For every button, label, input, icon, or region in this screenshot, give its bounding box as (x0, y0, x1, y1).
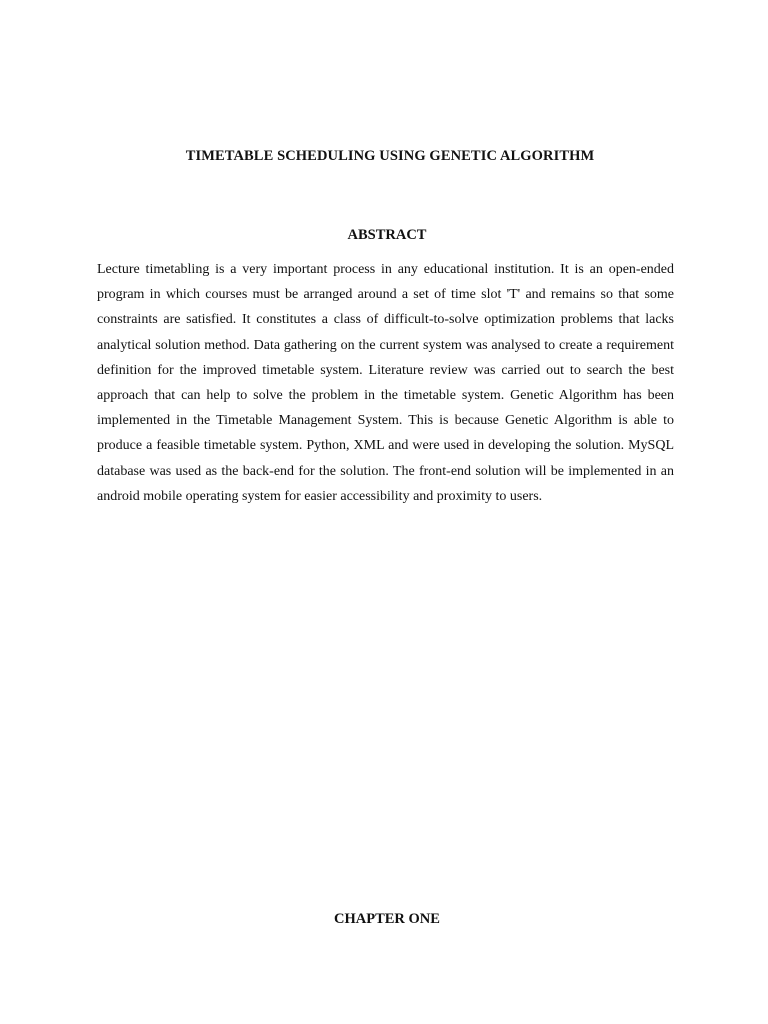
document-title: TIMETABLE SCHEDULING USING GENETIC ALGORITHM (185, 148, 595, 164)
chapter-heading: CHAPTER ONE (334, 911, 440, 927)
abstract-body: Lecture timetabling is a very important process in any educational institution. It is an open-ended program in which courses must be arranged around a set of time slot 'T' and remains so that some constraints are satisfied. It constitutes a class of difficult-to-solve optimization problems that lacks analytical solution method. Data gathering on the current system was analysed to create a requirement definition for the improved timetable system. Literature review was carried out to search the best approach that can help to solve the problem in the timetable system. Genetic Algorithm has been implemented in the Timetable Management System. This is because Genetic Algorithm is able to produce a feasible timetable system. Python, XML and were used in developing the solution. MySQL database was used as the back-end for the solution. The front-end solution will be implemented in an android mobile operating system for easier accessibility and proximity to users. (97, 262, 674, 504)
abstract-heading: ABSTRACT (347, 227, 427, 243)
